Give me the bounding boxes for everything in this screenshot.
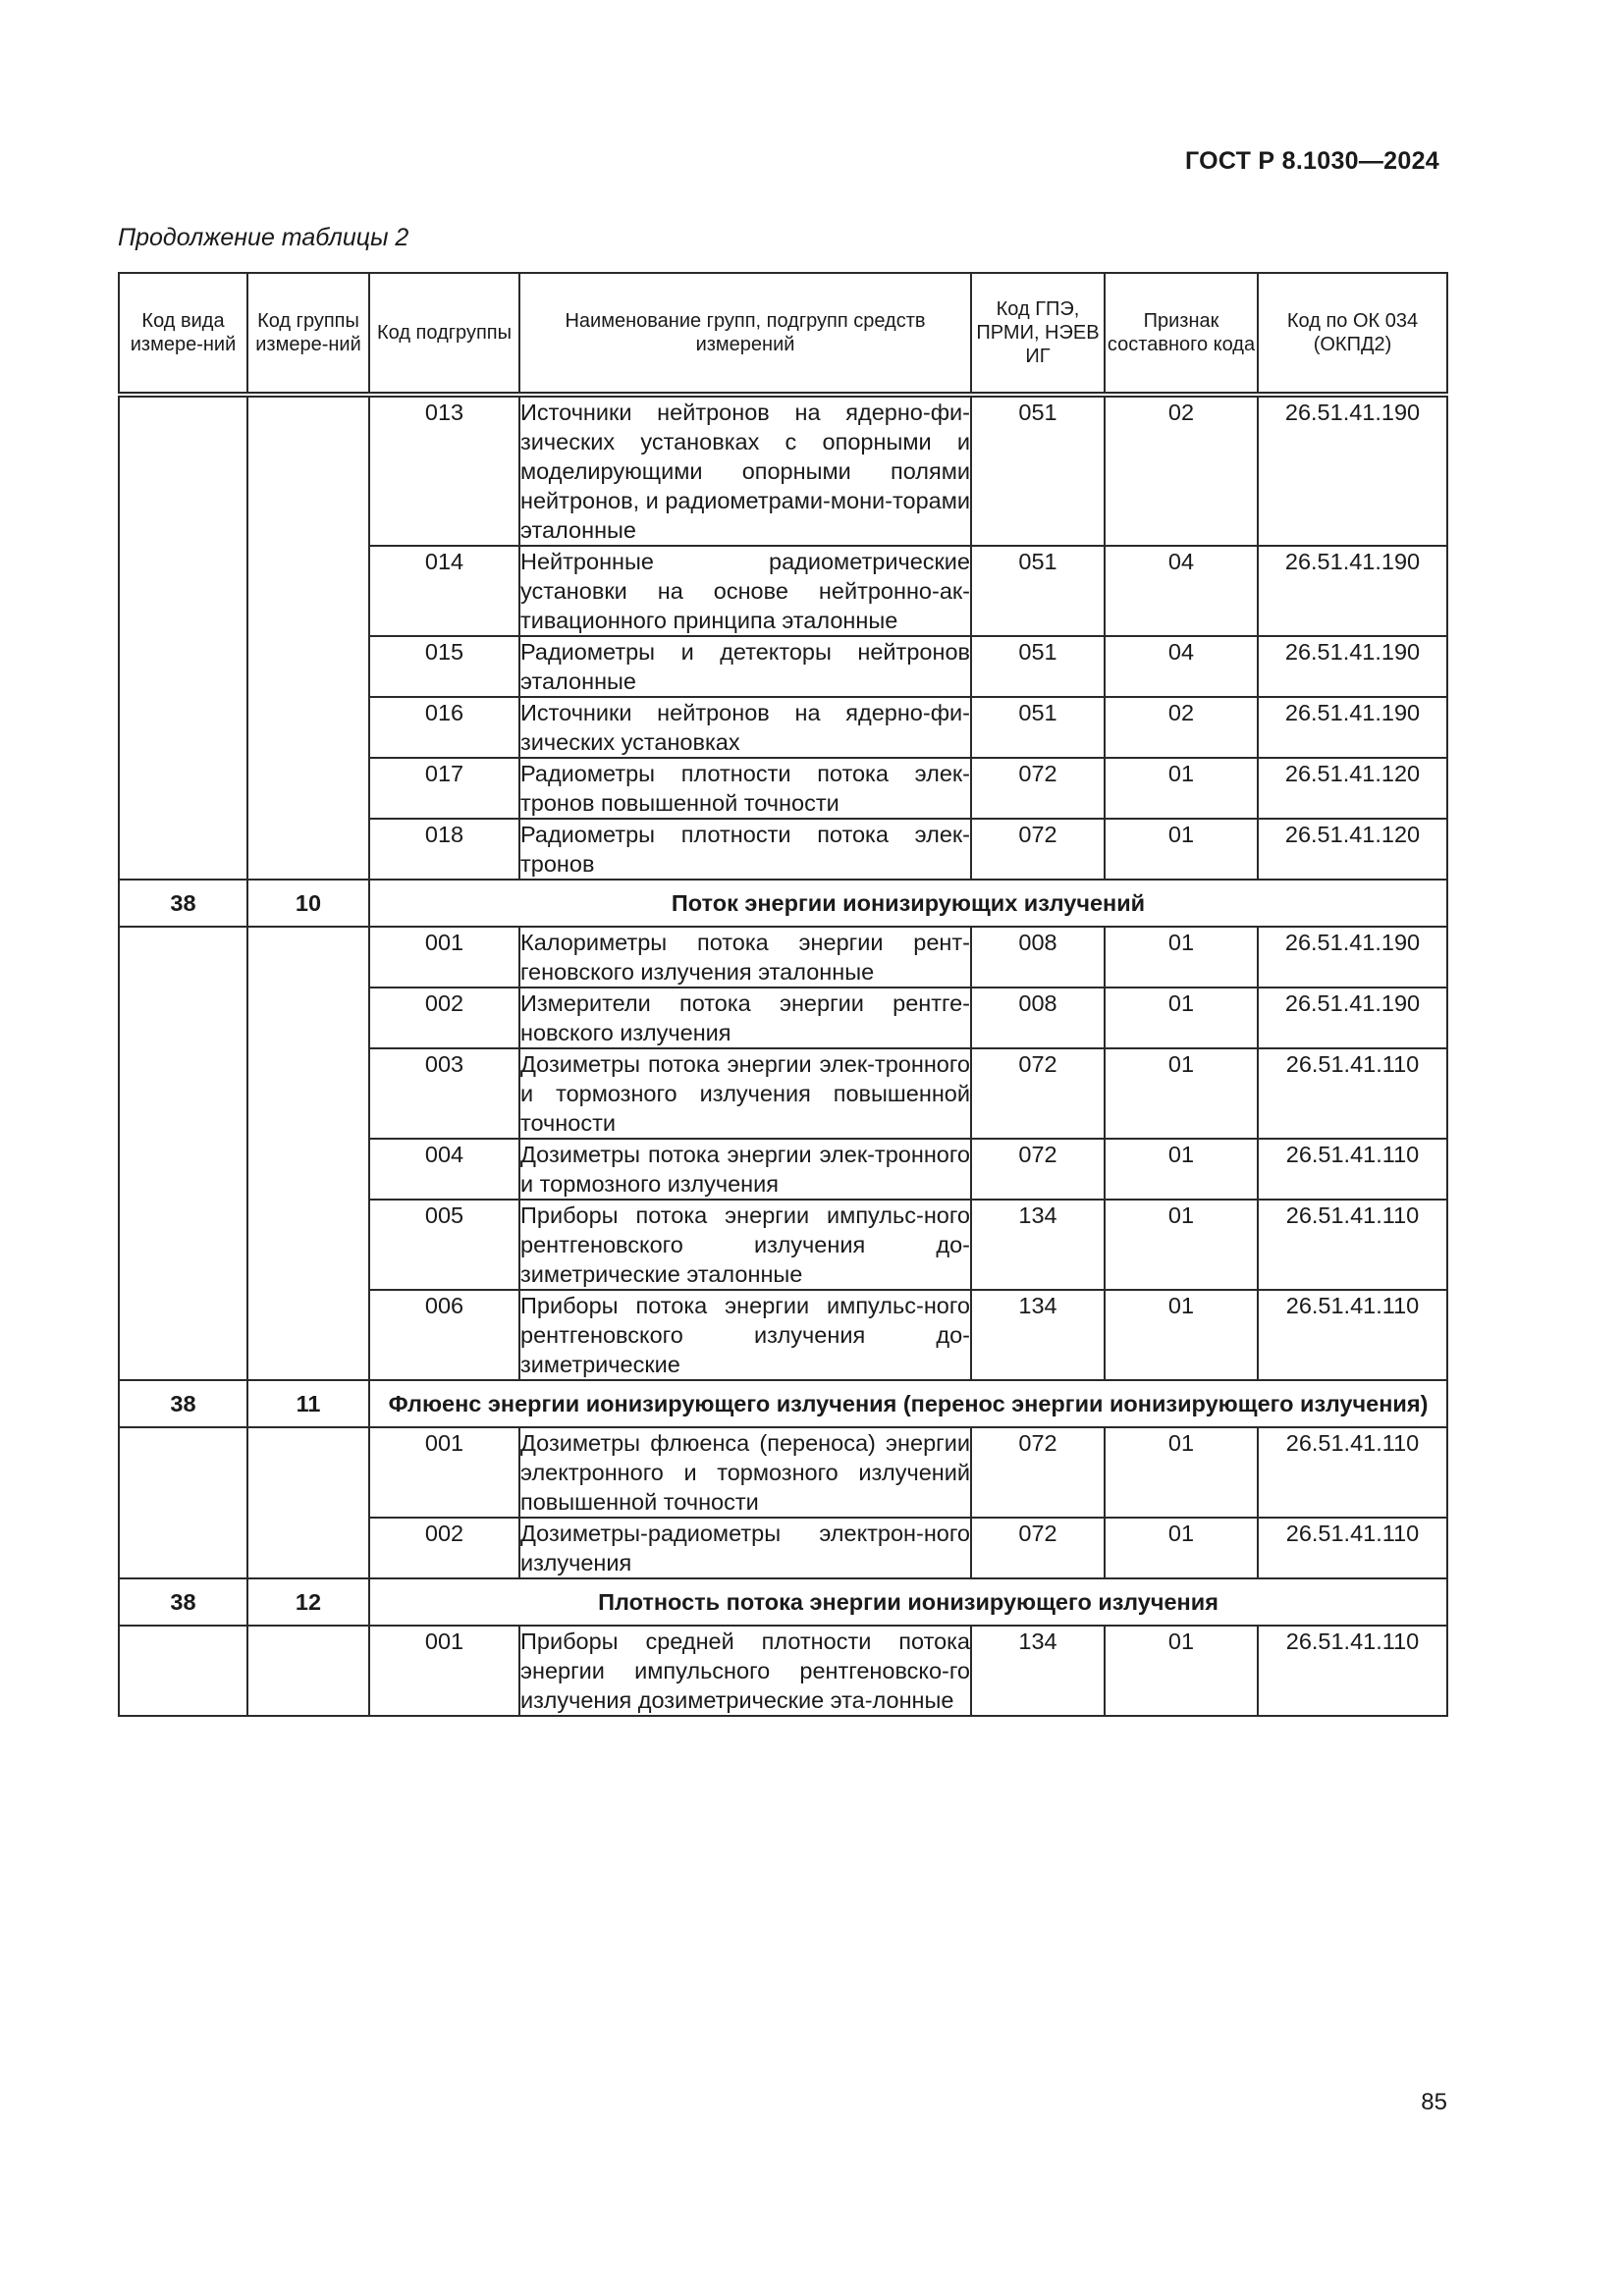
section-row: [119, 1578, 1447, 1626]
okpd-code: 26.51.41.110: [1258, 1139, 1447, 1200]
gpe-code: 134: [971, 1626, 1105, 1716]
composite-sign: 01: [1105, 1139, 1258, 1200]
okpd-code: 26.51.41.110: [1258, 1518, 1447, 1578]
gpe-code: 051: [971, 697, 1105, 758]
empty-group-cell: [247, 395, 369, 880]
gpe-code: 008: [971, 988, 1105, 1048]
subgroup-code: 004: [369, 1139, 519, 1200]
section-kind-code: 38: [119, 880, 247, 927]
okpd-code: 26.51.41.190: [1258, 988, 1447, 1048]
section-group-code: 10: [247, 880, 369, 927]
empty-group-cell: [247, 927, 369, 1380]
instrument-name: Приборы потока энергии импульс-ного рентгеновского излучения до-зиметрические: [519, 1290, 971, 1380]
column-header: Код ГПЭ, ПРМИ, НЭЕВ ИГ: [971, 273, 1105, 395]
subgroup-code: 001: [369, 927, 519, 988]
instrument-name: Нейтронные радиометрические установки на основе нейтронно-ак-тивационного принципа эталонные: [519, 546, 971, 636]
subgroup-code: 003: [369, 1048, 519, 1139]
composite-sign: 01: [1105, 819, 1258, 880]
composite-sign: 02: [1105, 697, 1258, 758]
okpd-code: 26.51.41.110: [1258, 1427, 1447, 1518]
section-row: [119, 1380, 1447, 1427]
okpd-code: 26.51.41.110: [1258, 1200, 1447, 1290]
instrument-name: Радиометры и детекторы нейтронов эталонные: [519, 636, 971, 697]
composite-sign: 01: [1105, 927, 1258, 988]
document-code: ГОСТ Р 8.1030—2024: [1184, 147, 1439, 175]
okpd-code: 26.51.41.110: [1258, 1626, 1447, 1716]
section-title: Флюенс энергии ионизирующего излучения (перенос энергии ионизирующего излучения): [369, 1380, 1447, 1427]
okpd-code: 26.51.41.190: [1258, 927, 1447, 988]
empty-kind-cell: [119, 1427, 247, 1578]
composite-sign: 01: [1105, 758, 1258, 819]
subgroup-code: 016: [369, 697, 519, 758]
subgroup-code: 001: [369, 1427, 519, 1518]
composite-sign: 01: [1105, 1427, 1258, 1518]
subgroup-code: 013: [369, 395, 519, 546]
okpd-code: 26.51.41.190: [1258, 546, 1447, 636]
column-header: Наименование групп, подгрупп средств измерений: [519, 273, 971, 395]
instrument-name: Измерители потока энергии рентге-новского излучения: [519, 988, 971, 1048]
composite-sign: 01: [1105, 1290, 1258, 1380]
gpe-code: 072: [971, 819, 1105, 880]
section-kind-code: 38: [119, 1578, 247, 1626]
composite-sign: 01: [1105, 1518, 1258, 1578]
gpe-code: 051: [971, 546, 1105, 636]
section-title: Поток энергии ионизирующих излучений: [369, 880, 1447, 927]
section-kind-code: 38: [119, 1380, 247, 1427]
gpe-code: 051: [971, 395, 1105, 546]
subgroup-code: 014: [369, 546, 519, 636]
instrument-name: Радиометры плотности потока элек-тронов: [519, 819, 971, 880]
okpd-code: 26.51.41.190: [1258, 395, 1447, 546]
section-title: Плотность потока энергии ионизирующего излучения: [369, 1578, 1447, 1626]
composite-sign: 01: [1105, 1048, 1258, 1139]
instrument-name: Радиометры плотности потока элек-тронов повышенной точности: [519, 758, 971, 819]
column-header: Код подгруппы: [369, 273, 519, 395]
empty-kind-cell: [119, 1626, 247, 1716]
composite-sign: 01: [1105, 988, 1258, 1048]
okpd-code: 26.51.41.190: [1258, 697, 1447, 758]
okpd-code: 26.51.41.110: [1258, 1290, 1447, 1380]
instrument-name: Дозиметры-радиометры электрон-ного излучения: [519, 1518, 971, 1578]
table-row: [119, 1427, 1447, 1518]
gpe-code: 072: [971, 758, 1105, 819]
section-row: [119, 880, 1447, 927]
column-header: Код вида измере-ний: [119, 273, 247, 395]
table-caption: Продолжение таблицы 2: [118, 224, 409, 251]
subgroup-code: 005: [369, 1200, 519, 1290]
empty-group-cell: [247, 1626, 369, 1716]
gpe-code: 134: [971, 1200, 1105, 1290]
subgroup-code: 018: [369, 819, 519, 880]
gpe-code: 072: [971, 1518, 1105, 1578]
gpe-code: 134: [971, 1290, 1105, 1380]
gpe-code: 008: [971, 927, 1105, 988]
composite-sign: 04: [1105, 546, 1258, 636]
instrument-name: Калориметры потока энергии рент-геновского излучения эталонные: [519, 927, 971, 988]
subgroup-code: 002: [369, 1518, 519, 1578]
subgroup-code: 015: [369, 636, 519, 697]
column-header: Признак составного кода: [1105, 273, 1258, 395]
table-row: [119, 1626, 1447, 1716]
instrument-name: Дозиметры потока энергии элек-тронного и тормозного излучения: [519, 1139, 971, 1200]
classification-table: [118, 272, 1448, 1717]
composite-sign: 01: [1105, 1200, 1258, 1290]
instrument-name: Приборы средней плотности потока энергии импульсного рентгеновско-го излучения дозиметрические эта-лонные: [519, 1626, 971, 1716]
composite-sign: 02: [1105, 395, 1258, 546]
instrument-name: Дозиметры потока энергии элек-тронного и тормозного излучения повышенной точности: [519, 1048, 971, 1139]
column-header: Код группы измере-ний: [247, 273, 369, 395]
gpe-code: 072: [971, 1048, 1105, 1139]
table-row: [119, 395, 1447, 546]
empty-group-cell: [247, 1427, 369, 1578]
gpe-code: 051: [971, 636, 1105, 697]
gpe-code: 072: [971, 1139, 1105, 1200]
composite-sign: 04: [1105, 636, 1258, 697]
instrument-name: Источники нейтронов на ядерно-фи-зических установках с опорными и моделирующими опорными полями нейтронов, и радиометрами-мони-торами эталонные: [519, 395, 971, 546]
okpd-code: 26.51.41.120: [1258, 819, 1447, 880]
subgroup-code: 001: [369, 1626, 519, 1716]
subgroup-code: 006: [369, 1290, 519, 1380]
column-header: Код по ОК 034 (ОКПД2): [1258, 273, 1447, 395]
subgroup-code: 017: [369, 758, 519, 819]
table-row: [119, 927, 1447, 988]
okpd-code: 26.51.41.110: [1258, 1048, 1447, 1139]
page-number: 85: [1421, 2089, 1447, 2115]
okpd-code: 26.51.41.190: [1258, 636, 1447, 697]
composite-sign: 01: [1105, 1626, 1258, 1716]
instrument-name: Источники нейтронов на ядерно-фи-зических установках: [519, 697, 971, 758]
table-header-row: [119, 273, 1447, 395]
gpe-code: 072: [971, 1427, 1105, 1518]
instrument-name: Приборы потока энергии импульс-ного рентгеновского излучения до-зиметрические эталонные: [519, 1200, 971, 1290]
instrument-name: Дозиметры флюенса (переноса) энергии электронного и тормозного излучений повышенной точности: [519, 1427, 971, 1518]
empty-kind-cell: [119, 927, 247, 1380]
section-group-code: 11: [247, 1380, 369, 1427]
section-group-code: 12: [247, 1578, 369, 1626]
empty-kind-cell: [119, 395, 247, 880]
okpd-code: 26.51.41.120: [1258, 758, 1447, 819]
subgroup-code: 002: [369, 988, 519, 1048]
